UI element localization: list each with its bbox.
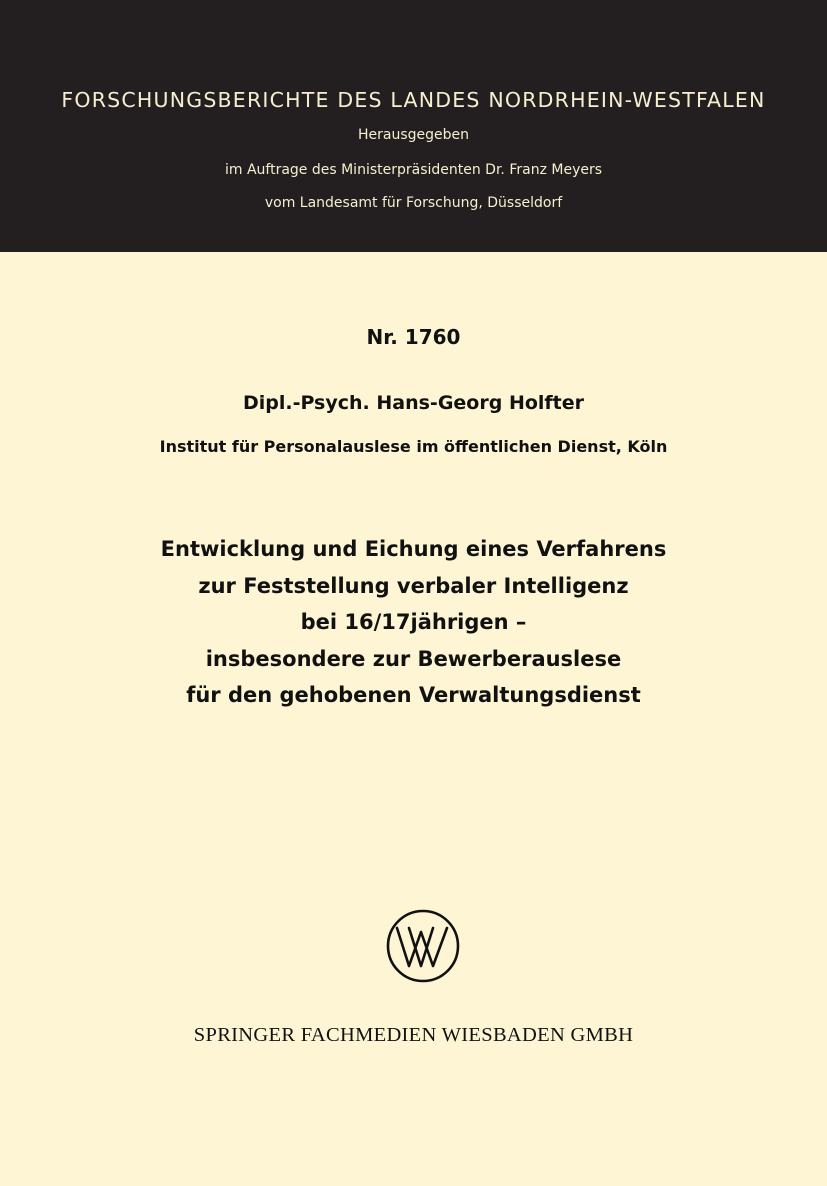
author-name: Dipl.-Psych. Hans-Georg Holfter <box>242 392 585 414</box>
author-institution: Institut für Personalauslese im öffentlichen Dienst, Köln <box>159 437 668 456</box>
title-line: bei 16/17jährigen – <box>300 610 527 634</box>
report-number: Nr. 1760 <box>366 325 461 349</box>
title-line: für den gehobenen Verwaltungsdienst <box>186 683 641 707</box>
series-title: FORSCHUNGSBERICHTE DES LANDES NORDRHEIN-WESTFALEN <box>61 88 766 112</box>
title-line: Entwicklung und Eichung eines Verfahrens <box>160 537 667 561</box>
title-line: insbesondere zur Bewerberauslese <box>205 646 622 671</box>
w-circle-logo-icon <box>385 908 461 984</box>
commission-line: im Auftrage des Ministerpräsidenten Dr. Franz Meyers <box>224 162 603 178</box>
book-title <box>0 531 827 714</box>
office-line: vom Landesamt für Forschung, Düsseldorf <box>264 195 563 211</box>
title-line: zur Feststellung verbaler Intelligenz <box>198 573 629 598</box>
publisher-name: SPRINGER FACHMEDIEN WIESBADEN GMBH <box>193 1024 634 1046</box>
editor-line: Herausgegeben <box>357 127 469 143</box>
header-band <box>0 0 827 252</box>
